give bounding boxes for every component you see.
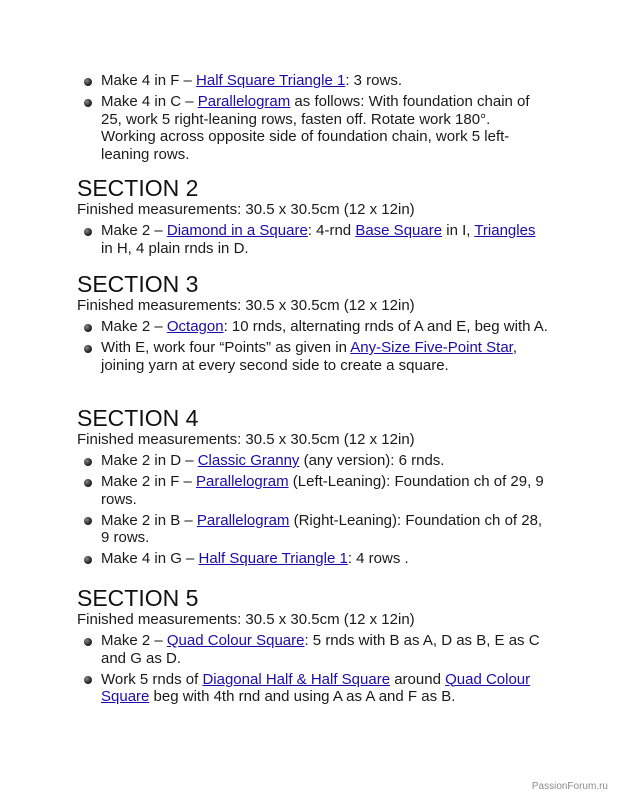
pattern-link[interactable]: Half Square Triangle 1 xyxy=(198,550,348,567)
item-text: (Left-Leaning): Foundation ch of 29, 9 rows. xyxy=(101,473,544,508)
pattern-link[interactable]: Diagonal Half & Half Square xyxy=(202,670,391,688)
section-list xyxy=(0,632,618,706)
section-title: SECTION 2 xyxy=(77,175,199,201)
section-measurements: Finished measurements: 30.5 x 30.5cm (12 x 12in) xyxy=(77,201,415,218)
list-item xyxy=(0,632,618,667)
item-text: Make 2 – xyxy=(101,222,167,239)
bullet-icon xyxy=(84,99,92,107)
item-text: : 4 rows . xyxy=(347,550,409,567)
section-measurements: Finished measurements: 30.5 x 30.5cm (12 x 12in) xyxy=(77,431,415,448)
list-item xyxy=(0,318,618,336)
pattern-link[interactable]: Parallelogram xyxy=(197,93,291,110)
section-3 xyxy=(0,271,618,378)
pattern-link[interactable]: Any-Size Five-Point Star xyxy=(350,339,513,356)
item-text: Make 2 in F – xyxy=(101,473,197,490)
pattern-link[interactable]: Base Square xyxy=(355,222,443,239)
item-text: With E, work four “Points” as given in xyxy=(101,339,351,356)
section-list xyxy=(0,318,618,374)
intro-list xyxy=(0,72,618,163)
item-text: Make 4 in F – xyxy=(101,72,197,89)
section-list xyxy=(0,222,618,257)
item-text: : 4-rnd xyxy=(307,222,356,239)
section-2 xyxy=(0,175,618,261)
bullet-icon xyxy=(84,324,92,332)
bullet-icon xyxy=(84,345,92,353)
bullet-icon xyxy=(84,479,92,487)
bullet-icon xyxy=(84,228,92,236)
item-text: Make 4 in C – xyxy=(101,93,198,110)
section-measurements: Finished measurements: 30.5 x 30.5cm (12 x 12in) xyxy=(77,297,415,314)
section-4 xyxy=(0,405,618,571)
section-5 xyxy=(0,585,618,709)
pattern-link[interactable]: Octagon xyxy=(166,318,224,335)
list-item xyxy=(0,671,618,706)
bullet-icon xyxy=(84,517,92,525)
pattern-link[interactable]: Half Square Triangle 1 xyxy=(196,72,346,89)
item-text: Work 5 rnds of xyxy=(101,670,203,688)
list-item xyxy=(0,550,618,568)
list-item xyxy=(0,93,618,163)
bullet-icon xyxy=(84,556,92,564)
bullet-icon xyxy=(84,458,92,466)
watermark-text: PassionForum.ru xyxy=(531,781,608,792)
pattern-link[interactable]: Quad Colour Square xyxy=(101,670,531,705)
pattern-link[interactable]: Quad Colour Square xyxy=(166,632,305,649)
item-text: Make 2 in D – xyxy=(101,452,198,469)
item-text: , joining yarn at every second side to create a square. xyxy=(101,339,517,374)
item-text: around xyxy=(390,670,446,688)
pattern-link[interactable]: Classic Granny xyxy=(197,452,300,469)
intro-list-block xyxy=(0,72,618,167)
pattern-link[interactable]: Parallelogram xyxy=(196,511,290,529)
section-measurements: Finished measurements: 30.5 x 30.5cm (12 x 12in) xyxy=(77,611,415,628)
item-text: in H, 4 plain rnds in D. xyxy=(101,239,249,257)
pattern-link[interactable]: Parallelogram xyxy=(196,473,289,490)
list-item xyxy=(0,339,618,374)
list-item xyxy=(0,512,618,547)
list-item xyxy=(0,222,618,257)
pattern-link[interactable]: Diamond in a Square xyxy=(166,222,308,239)
item-text: Make 2 – xyxy=(101,318,167,335)
pattern-link[interactable]: Triangles xyxy=(474,222,536,239)
bullet-icon xyxy=(84,638,92,646)
item-text: Make 2 – xyxy=(101,632,167,649)
bullet-icon xyxy=(84,676,92,684)
item-text: beg with 4th rnd and using A as A and F as B. xyxy=(149,688,456,705)
item-text: in I, xyxy=(442,222,475,239)
item-text: : 5 rnds with B as A, D as B, E as C and G as D. xyxy=(101,632,540,667)
item-text: Make 4 in G – xyxy=(101,550,199,567)
list-item xyxy=(0,452,618,470)
bullet-icon xyxy=(84,78,92,86)
item-text: : 10 rnds, alternating rnds of A and E, beg with A. xyxy=(223,318,548,335)
item-text: as follows: With foundation chain of 25, work 5 right-leaning rows, fasten off. Rotate work 180°. Working across opposite side of foundation chain, work 5 left-leaning rows. xyxy=(101,93,530,163)
list-item xyxy=(0,72,618,90)
item-text: Make 2 in B – xyxy=(101,511,197,529)
item-text: : 3 rows. xyxy=(345,72,402,89)
section-title: SECTION 4 xyxy=(77,405,199,431)
section-title: SECTION 3 xyxy=(77,271,199,297)
section-title: SECTION 5 xyxy=(77,585,199,611)
item-text: (any version): 6 rnds. xyxy=(299,452,445,469)
item-text: (Right-Leaning): Foundation ch of 28, 9 rows. xyxy=(101,511,543,546)
section-list xyxy=(0,452,618,568)
list-item xyxy=(0,473,618,508)
